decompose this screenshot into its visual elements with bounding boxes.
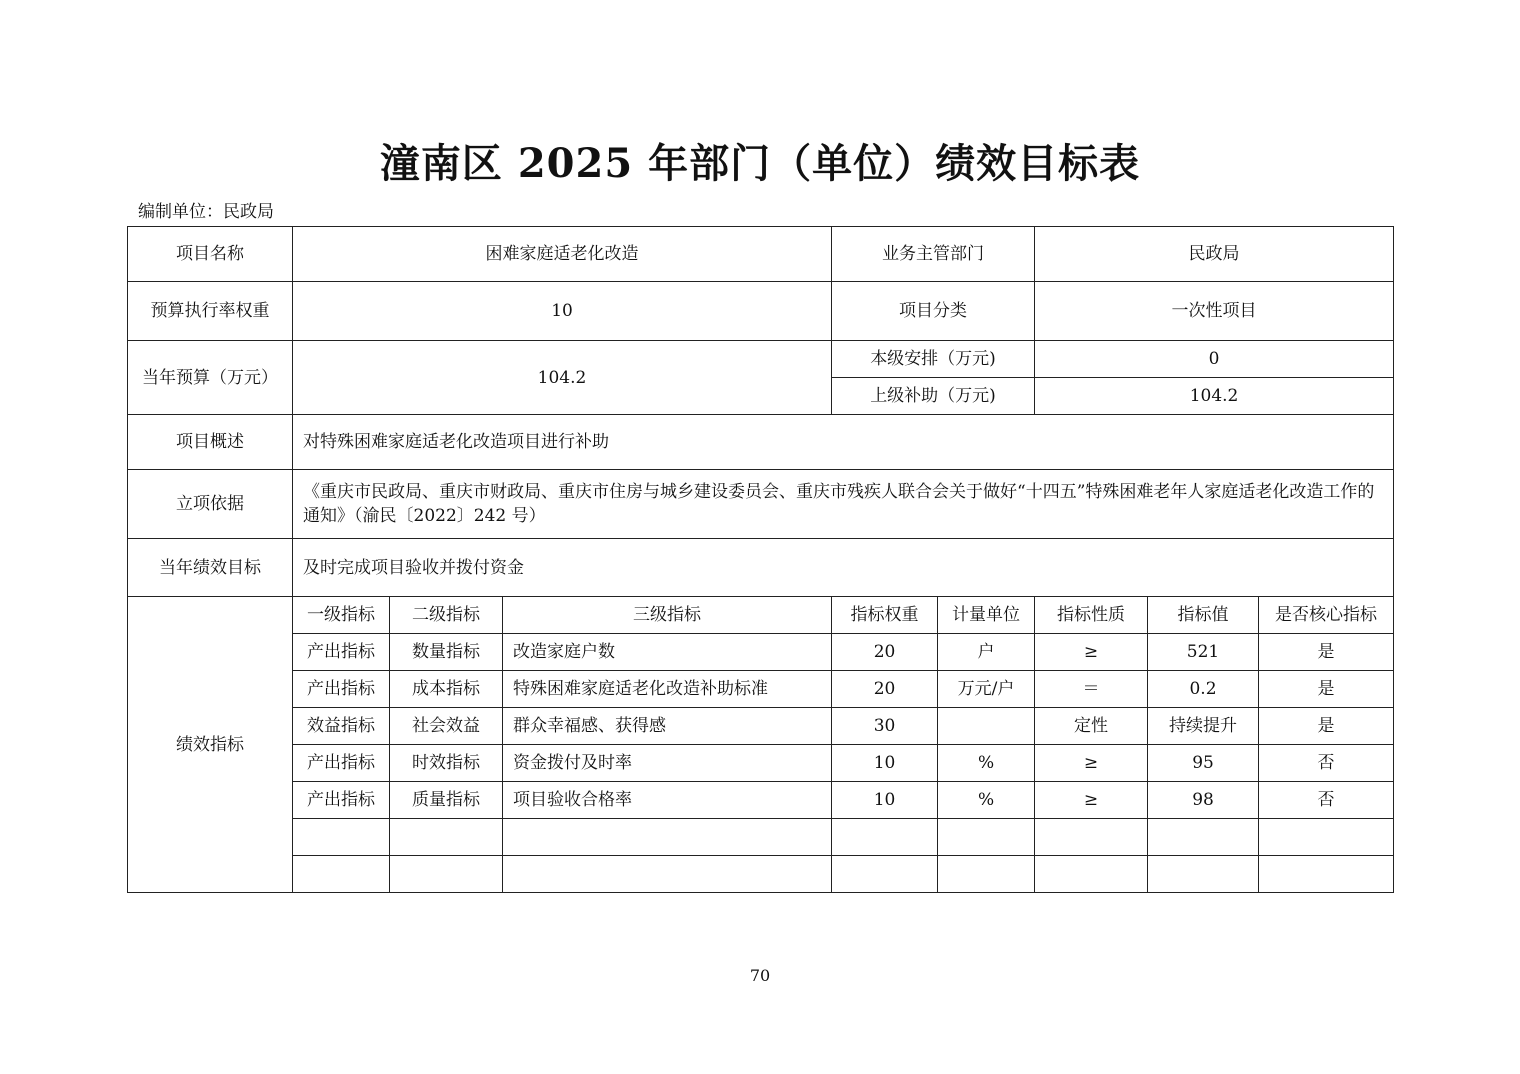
cell-empty: [503, 819, 832, 856]
cell-level3: 改造家庭户数: [503, 634, 832, 671]
basis-value: 《重庆市民政局、重庆市财政局、重庆市住房与城乡建设委员会、重庆市残疾人联合会关于做好“十四五”特殊困难老年人家庭适老化改造工作的通知》（渝民〔2022〕242 号）: [293, 470, 1394, 539]
cell-level1: 产出指标: [293, 745, 390, 782]
cell-level3: 特殊困难家庭适老化改造补助标准: [503, 671, 832, 708]
category-value: 一次性项目: [1035, 282, 1394, 341]
table-row: [128, 634, 1394, 671]
cell-core: 是: [1259, 634, 1394, 671]
cell-level3: 资金拨付及时率: [503, 745, 832, 782]
dept-value: 民政局: [1035, 227, 1394, 282]
cell-nature: ≥: [1035, 782, 1148, 819]
cell-empty: [293, 856, 390, 893]
upper-label: 上级补助（万元): [832, 378, 1035, 415]
cell-unit: %: [938, 745, 1035, 782]
unit-label: 编制单位：民政局: [138, 202, 274, 222]
row-goal: [128, 539, 1394, 597]
cell-empty: [1148, 856, 1259, 893]
row-weight: [128, 282, 1394, 341]
cell-value: 95: [1148, 745, 1259, 782]
row-overview: [128, 415, 1394, 470]
cell-empty: [1259, 819, 1394, 856]
cell-empty: [503, 856, 832, 893]
cell-level3: 项目验收合格率: [503, 782, 832, 819]
cell-empty: [938, 856, 1035, 893]
overview-label: 项目概述: [128, 415, 293, 470]
cell-nature: 定性: [1035, 708, 1148, 745]
row-basis: [128, 470, 1394, 539]
indicator-header-row: [128, 597, 1394, 634]
cell-level2: 数量指标: [390, 634, 503, 671]
overview-value: 对特殊困难家庭适老化改造项目进行补助: [293, 415, 1394, 470]
indicators-section-label: 绩效指标: [128, 597, 293, 893]
cell-empty: [390, 856, 503, 893]
cell-core: 是: [1259, 708, 1394, 745]
header-level1: 一级指标: [293, 597, 390, 634]
cell-level2: 时效指标: [390, 745, 503, 782]
cell-unit: [938, 708, 1035, 745]
cell-empty: [832, 856, 938, 893]
cell-level1: 效益指标: [293, 708, 390, 745]
cell-nature: ＝: [1035, 671, 1148, 708]
goal-label: 当年绩效目标: [128, 539, 293, 597]
cell-unit: 户: [938, 634, 1035, 671]
cell-weight: 10: [832, 745, 938, 782]
cell-empty: [938, 819, 1035, 856]
project-name-value: 困难家庭适老化改造: [293, 227, 832, 282]
cell-empty: [832, 819, 938, 856]
cell-weight: 20: [832, 671, 938, 708]
header-unit: 计量单位: [938, 597, 1035, 634]
page-number: 70: [749, 966, 771, 985]
performance-table: [127, 226, 1394, 893]
cell-level1: 产出指标: [293, 634, 390, 671]
cell-weight: 20: [832, 634, 938, 671]
cell-empty: [293, 819, 390, 856]
category-label: 项目分类: [832, 282, 1035, 341]
header-level3: 三级指标: [503, 597, 832, 634]
cell-empty: [1259, 856, 1394, 893]
cell-core: 否: [1259, 782, 1394, 819]
weight-label: 预算执行率权重: [128, 282, 293, 341]
table-row: [128, 782, 1394, 819]
table-row: [128, 671, 1394, 708]
cell-nature: ≥: [1035, 745, 1148, 782]
cell-level2: 质量指标: [390, 782, 503, 819]
header-core: 是否核心指标: [1259, 597, 1394, 634]
cell-core: 是: [1259, 671, 1394, 708]
cell-level1: 产出指标: [293, 671, 390, 708]
table-row: [128, 745, 1394, 782]
cell-core: 否: [1259, 745, 1394, 782]
page-title: 潼南区 2025 年部门（单位）绩效目标表: [379, 140, 1141, 187]
header-level2: 二级指标: [390, 597, 503, 634]
cell-level3: 群众幸福感、获得感: [503, 708, 832, 745]
table-row: [128, 708, 1394, 745]
local-value: 0: [1035, 341, 1394, 378]
cell-value: 持续提升: [1148, 708, 1259, 745]
header-nature: 指标性质: [1035, 597, 1148, 634]
cell-weight: 30: [832, 708, 938, 745]
cell-weight: 10: [832, 782, 938, 819]
project-name-label: 项目名称: [128, 227, 293, 282]
cell-unit: %: [938, 782, 1035, 819]
cell-value: 521: [1148, 634, 1259, 671]
row-project-name: [128, 227, 1394, 282]
upper-value: 104.2: [1035, 378, 1394, 415]
goal-value: 及时完成项目验收并拨付资金: [293, 539, 1394, 597]
cell-level2: 成本指标: [390, 671, 503, 708]
cell-empty: [390, 819, 503, 856]
basis-label: 立项依据: [128, 470, 293, 539]
weight-value: 10: [293, 282, 832, 341]
cell-empty: [1035, 819, 1148, 856]
budget-label: 当年预算（万元）: [128, 341, 293, 415]
header-weight: 指标权重: [832, 597, 938, 634]
local-label: 本级安排（万元): [832, 341, 1035, 378]
cell-empty: [1148, 819, 1259, 856]
table-row-empty: [128, 819, 1394, 856]
cell-value: 0.2: [1148, 671, 1259, 708]
cell-value: 98: [1148, 782, 1259, 819]
cell-unit: 万元/户: [938, 671, 1035, 708]
dept-label: 业务主管部门: [832, 227, 1035, 282]
header-value: 指标值: [1148, 597, 1259, 634]
row-budget: [128, 341, 1394, 378]
cell-empty: [1035, 856, 1148, 893]
table-row-empty: [128, 856, 1394, 893]
cell-nature: ≥: [1035, 634, 1148, 671]
cell-level2: 社会效益: [390, 708, 503, 745]
cell-level1: 产出指标: [293, 782, 390, 819]
budget-value: 104.2: [293, 341, 832, 415]
